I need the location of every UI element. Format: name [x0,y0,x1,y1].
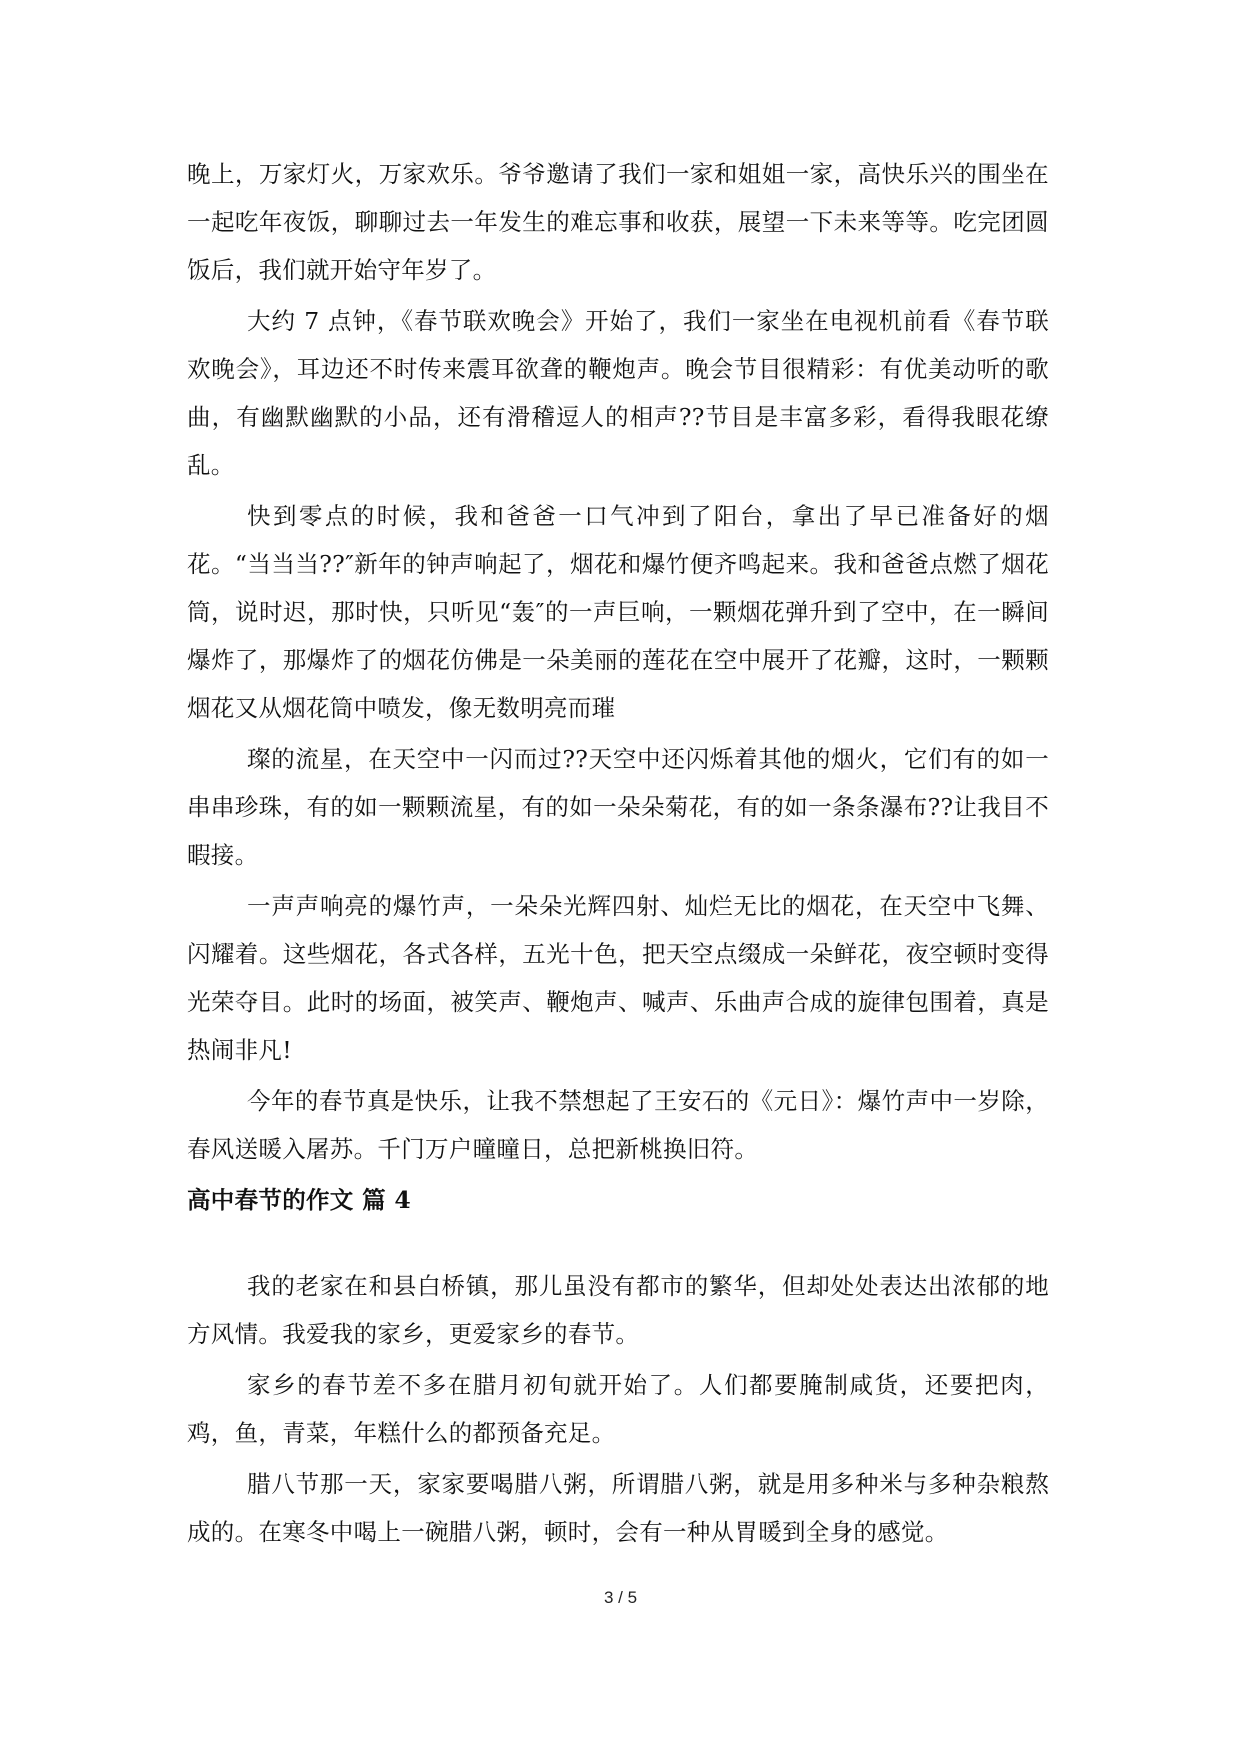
page-number: 3 / 5 [603,1588,638,1607]
document-body [187,150,1049,1559]
paragraph-7: 我的老家在和县白桥镇，那儿虽没有都市的繁华，但却处处表达出浓郁的地方风情。我爱我的家乡，更爱家乡的春节。 [187,1272,1049,1348]
section-spacer [187,1224,1049,1262]
paragraph-8: 家乡的春节差不多在腊月初旬就开始了。人们都要腌制咸货，还要把肉，鸡，鱼，青菜，年糕什么的都预备充足。 [187,1371,1049,1447]
paragraph-9: 腊八节那一天，家家要喝腊八粥，所谓腊八粥，就是用多种米与多种杂粮熬成的。在寒冬中喝上一碗腊八粥，顿时，会有一种从胃暖到全身的感觉。 [187,1470,1049,1546]
paragraph-2: 大约 7 点钟，《春节联欢晚会》开始了，我们一家坐在电视机前看《春节联欢晚会》，耳边还不时传来震耳欲聋的鞭炮声。晚会节目很精彩：有优美动听的歌曲，有幽默幽默的小品，还有滑稽逗人的相声??节目是丰富多彩，看得我眼花缭乱。 [187,307,1049,479]
paragraph-1: 晚上，万家灯火，万家欢乐。爷爷邀请了我们一家和姐姐一家，高快乐兴的围坐在一起吃年夜饭，聊聊过去一年发生的难忘事和收获，展望一下未来等等。吃完团圆饭后，我们就开始守年岁了。 [187,160,1049,284]
paragraph-5: 一声声响亮的爆竹声，一朵朵光辉四射、灿烂无比的烟花，在天空中飞舞、闪耀着。这些烟花，各式各样，五光十色，把天空点缀成一朵鲜花，夜空顿时变得光荣夺目。此时的场面，被笑声、鞭炮声、喊声、乐曲声合成的旋律包围着，真是热闹非凡! [187,892,1049,1064]
paragraph-6: 今年的春节真是快乐，让我不禁想起了王安石的《元日》：爆竹声中一岁除，春风送暖入屠苏。千门万户曈曈日，总把新桃换旧符。 [187,1087,1049,1163]
paragraph-3: 快到零点的时候，我和爸爸一口气冲到了阳台，拿出了早已准备好的烟花。“当当当??″新年的钟声响起了，烟花和爆竹便齐鸣起来。我和爸爸点燃了烟花筒，说时迟，那时快，只听见“轰″的一声巨响，一颗烟花弹升到了空中，在一瞬间爆炸了，那爆炸了的烟花仿佛是一朵美丽的莲花在空中展开了花瓣，这时，一颗颗烟花又从烟花筒中喷发，像无数明亮而璀 [187,502,1049,722]
section-heading: 高中春节的作文 篇 4 [187,1186,412,1214]
paragraph-4: 璨的流星，在天空中一闪而过??天空中还闪烁着其他的烟火，它们有的如一串串珍珠，有的如一颗颗流星，有的如一朵朵菊花，有的如一条条瀑布??让我目不暇接。 [187,745,1049,869]
